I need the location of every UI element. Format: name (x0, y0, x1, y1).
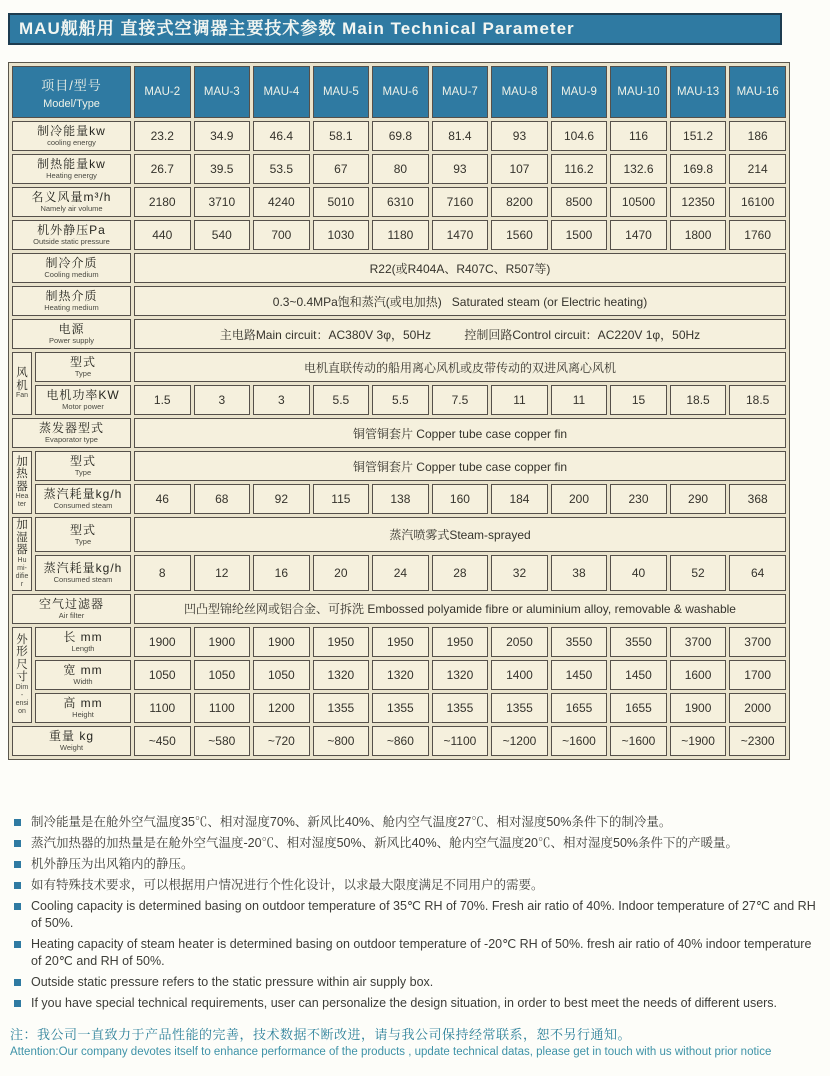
row-label-en: Length (71, 643, 95, 653)
note-text: 蒸汽加热器的加热量是在舱外空气温度-20℃、相对湿度50%、新风比40%、舱内空气温度20℃、相对湿度50%条件下的产暖量。 (31, 836, 739, 850)
cell-heating-medium-span: 0.3~0.4MPa饱和蒸汽(或电加热) Saturated steam (or Electric heating) (134, 286, 786, 316)
cell-humidifier-consumed-steam-mau-16: 64 (729, 555, 786, 590)
cell-heating-energy-mau-4: 53.5 (253, 154, 310, 184)
cell-static-pressure-mau-8: 1560 (491, 220, 548, 250)
cell-heater-consumed-steam-mau-3: 68 (194, 484, 251, 514)
cell-length-mau-16: 3700 (729, 627, 786, 657)
cell-height-mau-2: 1100 (134, 693, 191, 723)
note-item (14, 974, 820, 991)
cell-width-mau-5: 1320 (313, 660, 370, 690)
cell-height-mau-6: 1355 (372, 693, 429, 723)
row-label-zh: 宽 mm (63, 662, 103, 677)
table-row-weight (12, 726, 786, 756)
header-row (12, 66, 786, 118)
cell-static-pressure-mau-7: 1470 (432, 220, 489, 250)
table-row-evaporator-type (12, 418, 786, 448)
table-row-cooling-medium (12, 253, 786, 283)
note-item (14, 936, 820, 970)
cell-height-mau-10: 1655 (610, 693, 667, 723)
spec-table-body (12, 66, 786, 756)
cell-cooling-energy-mau-3: 34.9 (194, 121, 251, 151)
cell-heating-energy-mau-16: 214 (729, 154, 786, 184)
cell-fan-type-span: 电机直联传动的船用离心风机或皮带传动的双进风离心风机 (134, 352, 786, 382)
row-label-en: Type (74, 369, 92, 378)
row-label-power-supply (12, 319, 131, 349)
table-row-cooling-energy (12, 121, 786, 151)
cell-air-volume-mau-3: 3710 (194, 187, 251, 217)
row-label-zh: 制冷能量kw (37, 124, 106, 138)
cell-weight-mau-7: ~1100 (432, 726, 489, 756)
table-row-heating-energy (12, 154, 786, 184)
row-label-cooling-medium (12, 253, 131, 283)
header-model-mau-16: MAU-16 (729, 66, 786, 118)
cell-length-mau-9: 3550 (551, 627, 608, 657)
header-label-en: Model/Type (43, 97, 100, 110)
cell-humidifier-type-span: 蒸汽喷雾式Steam-sprayed (134, 517, 786, 552)
cell-cooling-energy-mau-5: 58.1 (313, 121, 370, 151)
cell-width-mau-4: 1050 (253, 660, 310, 690)
cell-fan-motor-power-mau-6: 5.5 (372, 385, 429, 415)
cell-weight-mau-2: ~450 (134, 726, 191, 756)
cell-air-volume-mau-2: 2180 (134, 187, 191, 217)
table-row-length (12, 627, 786, 657)
cell-height-mau-3: 1100 (194, 693, 251, 723)
row-label-heating-energy (12, 154, 131, 184)
table-row-humidifier-consumed-steam (12, 555, 786, 590)
cell-static-pressure-mau-5: 1030 (313, 220, 370, 250)
header-label-zh: 项目/型号 (41, 77, 102, 93)
row-label-heating-medium (12, 286, 131, 316)
row-label-zh: 型式 (69, 522, 96, 537)
cell-humidifier-consumed-steam-mau-4: 16 (253, 555, 310, 590)
row-label-zh: 制热介质 (45, 289, 98, 303)
row-label-en: cooling energy (47, 138, 96, 147)
note-bullet-icon (14, 1000, 21, 1007)
cell-air-volume-mau-9: 8500 (551, 187, 608, 217)
cell-width-mau-10: 1450 (610, 660, 667, 690)
table-row-humidifier-type (12, 517, 786, 552)
cell-air-volume-mau-16: 16100 (729, 187, 786, 217)
header-model-mau-13: MAU-13 (670, 66, 727, 118)
note-bullet-icon (14, 861, 21, 868)
cell-static-pressure-mau-4: 700 (253, 220, 310, 250)
cell-humidifier-consumed-steam-mau-5: 20 (313, 555, 370, 590)
header-model-mau-2: MAU-2 (134, 66, 191, 118)
note-text: Cooling capacity is determined basing on outdoor temperature of 35℃ RH of 70%. Fresh air ratio of 40%. Indoor temperature of 27℃ and RH of 50%. (31, 899, 816, 930)
cell-weight-mau-9: ~1600 (551, 726, 608, 756)
cell-length-mau-3: 1900 (194, 627, 251, 657)
group-label-zh: 外形尺寸 (16, 633, 28, 683)
note-item (14, 995, 820, 1012)
cell-heater-type-span: 铜管铜套片 Copper tube case copper fin (134, 451, 786, 481)
cell-humidifier-consumed-steam-mau-3: 12 (194, 555, 251, 590)
cell-cooling-energy-mau-10: 116 (610, 121, 667, 151)
row-label-en: Heating energy (46, 171, 97, 180)
cell-fan-motor-power-mau-16: 18.5 (729, 385, 786, 415)
cell-fan-motor-power-mau-7: 7.5 (432, 385, 489, 415)
note-item (14, 814, 820, 831)
row-label-humidifier-type (35, 517, 131, 552)
cell-fan-motor-power-mau-4: 3 (253, 385, 310, 415)
note-text: 机外静压为出风箱内的静压。 (31, 857, 194, 871)
cell-cooling-energy-mau-7: 81.4 (432, 121, 489, 151)
row-label-zh: 型式 (69, 355, 96, 369)
cell-evaporator-type-span: 铜管铜套片 Copper tube case copper fin (134, 418, 786, 448)
row-label-en: Type (74, 468, 92, 477)
note-text: 制冷能量是在舱外空气温度35℃、相对湿度70%、新风比40%、舱内空气温度27℃、相对湿度50%条件下的制冷量。 (31, 815, 672, 829)
note-bullet-icon (14, 840, 21, 847)
cell-fan-motor-power-mau-5: 5.5 (313, 385, 370, 415)
cell-heating-energy-mau-13: 169.8 (670, 154, 727, 184)
cell-heater-consumed-steam-mau-5: 115 (313, 484, 370, 514)
group-label-en: Fan (15, 392, 29, 399)
cell-height-mau-5: 1355 (313, 693, 370, 723)
note-bullet-icon (14, 941, 21, 948)
row-label-length (35, 627, 131, 657)
cell-fan-motor-power-mau-2: 1.5 (134, 385, 191, 415)
cell-fan-motor-power-mau-9: 11 (551, 385, 608, 415)
cell-static-pressure-mau-16: 1760 (729, 220, 786, 250)
header-model-mau-7: MAU-7 (432, 66, 489, 118)
cell-air-volume-mau-10: 10500 (610, 187, 667, 217)
cell-cooling-energy-mau-4: 46.4 (253, 121, 310, 151)
row-label-en: Heating medium (44, 303, 99, 312)
row-label-en: Air filter (58, 610, 85, 620)
cell-air-volume-mau-7: 7160 (432, 187, 489, 217)
header-model-mau-5: MAU-5 (313, 66, 370, 118)
cell-heater-consumed-steam-mau-13: 290 (670, 484, 727, 514)
table-row-heating-medium (12, 286, 786, 316)
note-text: Outside static pressure refers to the static pressure within air supply box. (31, 975, 434, 989)
attention-note-zh: 注：我公司一直致力于产品性能的完善，技术数据不断改进，请与我公司保持经常联系，恕不另行通知。 (10, 1027, 632, 1042)
row-label-en: Power supply (48, 336, 95, 345)
cell-length-mau-5: 1950 (313, 627, 370, 657)
note-text: Heating capacity of steam heater is determined basing on outdoor temperature of -20℃ RH of 50%. fresh air ratio of 40% indoor temperature of 20℃ and RH of 50%. (31, 937, 812, 968)
cell-weight-mau-8: ~1200 (491, 726, 548, 756)
cell-weight-mau-3: ~580 (194, 726, 251, 756)
row-label-width (35, 660, 131, 690)
row-label-heater-type (35, 451, 131, 481)
note-bullet-icon (14, 903, 21, 910)
cell-length-mau-6: 1950 (372, 627, 429, 657)
header-model-mau-3: MAU-3 (194, 66, 251, 118)
cell-static-pressure-mau-10: 1470 (610, 220, 667, 250)
cell-length-mau-4: 1900 (253, 627, 310, 657)
row-label-zh: 制热能量kw (37, 157, 106, 171)
row-label-en: Consumed steam (53, 574, 113, 584)
cell-length-mau-7: 1950 (432, 627, 489, 657)
row-label-en: Outside static pressure (33, 237, 110, 246)
cell-height-mau-9: 1655 (551, 693, 608, 723)
row-label-static-pressure (12, 220, 131, 250)
cell-humidifier-consumed-steam-mau-6: 24 (372, 555, 429, 590)
table-row-air-volume (12, 187, 786, 217)
group-label-en: Humi-difier (15, 556, 29, 588)
cell-air-volume-mau-13: 12350 (670, 187, 727, 217)
cell-width-mau-13: 1600 (670, 660, 727, 690)
cell-heater-consumed-steam-mau-9: 200 (551, 484, 608, 514)
cell-static-pressure-mau-9: 1500 (551, 220, 608, 250)
cell-heater-consumed-steam-mau-4: 92 (253, 484, 310, 514)
group-label-length (12, 627, 32, 723)
table-row-height (12, 693, 786, 723)
cell-width-mau-7: 1320 (432, 660, 489, 690)
cell-weight-mau-4: ~720 (253, 726, 310, 756)
group-label-zh: 加湿器 (16, 519, 28, 556)
row-label-en: Width (73, 676, 93, 686)
cell-weight-mau-13: ~1900 (670, 726, 727, 756)
cell-weight-mau-6: ~860 (372, 726, 429, 756)
row-label-en: Weight (59, 742, 84, 752)
cell-cooling-energy-mau-13: 151.2 (670, 121, 727, 151)
cell-power-supply-span: 主电路Main circuit：AC380V 3φ，50Hz 控制回路Control circuit：AC220V 1φ，50Hz (134, 319, 786, 349)
cell-weight-mau-10: ~1600 (610, 726, 667, 756)
cell-heater-consumed-steam-mau-6: 138 (372, 484, 429, 514)
cell-cooling-energy-mau-2: 23.2 (134, 121, 191, 151)
note-text: If you have special technical requirements, user can personalize the design situation, in order to best meet the needs of different users. (31, 996, 778, 1010)
row-label-air-volume (12, 187, 131, 217)
cell-width-mau-16: 1700 (729, 660, 786, 690)
cell-length-mau-8: 2050 (491, 627, 548, 657)
cell-heating-energy-mau-2: 26.7 (134, 154, 191, 184)
cell-fan-motor-power-mau-13: 18.5 (670, 385, 727, 415)
row-label-en: Type (74, 536, 92, 546)
cell-heating-energy-mau-7: 93 (432, 154, 489, 184)
note-bullet-icon (14, 819, 21, 826)
row-label-fan-motor-power (35, 385, 131, 415)
row-label-zh: 蒸发器型式 (38, 421, 104, 435)
cell-width-mau-9: 1450 (551, 660, 608, 690)
table-row-fan-motor-power (12, 385, 786, 415)
group-label-fan-type (12, 352, 32, 415)
cell-width-mau-2: 1050 (134, 660, 191, 690)
group-label-zh: 风机 (16, 367, 28, 392)
row-label-zh: 名义风量m³/h (31, 190, 112, 204)
cell-weight-mau-16: ~2300 (729, 726, 786, 756)
cell-height-mau-7: 1355 (432, 693, 489, 723)
header-model-mau-4: MAU-4 (253, 66, 310, 118)
note-item (14, 856, 820, 873)
cell-height-mau-16: 2000 (729, 693, 786, 723)
cell-air-volume-mau-5: 5010 (313, 187, 370, 217)
table-row-heater-type (12, 451, 786, 481)
row-label-height (35, 693, 131, 723)
cell-length-mau-13: 3700 (670, 627, 727, 657)
row-label-en: Evaporator type (45, 435, 98, 444)
table-row-heater-consumed-steam (12, 484, 786, 514)
cell-air-volume-mau-8: 8200 (491, 187, 548, 217)
row-label-en: Motor power (62, 402, 104, 411)
group-label-en: Dim-ension (15, 683, 29, 715)
note-text: 如有特殊技术要求，可以根据用户情况进行个性化设计，以求最大限度满足不同用户的需要。 (31, 878, 544, 892)
row-label-zh: 蒸汽耗量kg/h (43, 487, 123, 501)
header-model-mau-9: MAU-9 (551, 66, 608, 118)
row-label-zh: 空气过滤器 (38, 596, 104, 611)
row-label-air-filter (12, 594, 131, 624)
cell-heater-consumed-steam-mau-16: 368 (729, 484, 786, 514)
cell-static-pressure-mau-6: 1180 (372, 220, 429, 250)
cell-static-pressure-mau-13: 1800 (670, 220, 727, 250)
cell-heater-consumed-steam-mau-7: 160 (432, 484, 489, 514)
table-row-static-pressure (12, 220, 786, 250)
spec-table (8, 62, 790, 760)
row-label-zh: 电源 (58, 322, 85, 336)
cell-heating-energy-mau-5: 67 (313, 154, 370, 184)
cell-humidifier-consumed-steam-mau-2: 8 (134, 555, 191, 590)
cell-heater-consumed-steam-mau-8: 184 (491, 484, 548, 514)
note-item (14, 835, 820, 852)
row-label-humidifier-consumed-steam (35, 555, 131, 590)
cell-air-volume-mau-4: 4240 (253, 187, 310, 217)
note-bullet-icon (14, 979, 21, 986)
row-label-heater-consumed-steam (35, 484, 131, 514)
cell-width-mau-8: 1400 (491, 660, 548, 690)
cell-length-mau-2: 1900 (134, 627, 191, 657)
row-label-zh: 长 mm (63, 629, 103, 644)
row-label-en: Cooling medium (44, 270, 99, 279)
row-label-zh: 型式 (69, 454, 96, 468)
cell-heating-energy-mau-8: 107 (491, 154, 548, 184)
cell-humidifier-consumed-steam-mau-7: 28 (432, 555, 489, 590)
cell-fan-motor-power-mau-3: 3 (194, 385, 251, 415)
row-label-en: Consumed steam (53, 501, 113, 510)
header-model-type-cell (12, 66, 131, 118)
cell-width-mau-6: 1320 (372, 660, 429, 690)
row-label-zh: 蒸汽耗量kg/h (43, 560, 123, 575)
cell-heater-consumed-steam-mau-10: 230 (610, 484, 667, 514)
cell-cooling-medium-span: R22(或R404A、R407C、R507等) (134, 253, 786, 283)
cell-heating-energy-mau-10: 132.6 (610, 154, 667, 184)
cell-cooling-energy-mau-9: 104.6 (551, 121, 608, 151)
table-row-air-filter (12, 594, 786, 624)
row-label-evaporator-type (12, 418, 131, 448)
cell-air-filter-span: 凹凸型锦纶丝网或铝合金、可拆洗 Embossed polyamide fibre or aluminium alloy, removable & washable (134, 594, 786, 624)
group-label-en: Heater (15, 493, 29, 509)
cell-cooling-energy-mau-16: 186 (729, 121, 786, 151)
cell-height-mau-13: 1900 (670, 693, 727, 723)
row-label-zh: 制冷介质 (45, 256, 98, 270)
cell-heating-energy-mau-3: 39.5 (194, 154, 251, 184)
cell-fan-motor-power-mau-8: 11 (491, 385, 548, 415)
cell-cooling-energy-mau-8: 93 (491, 121, 548, 151)
row-label-zh: 机外静压Pa (37, 223, 106, 237)
header-model-mau-8: MAU-8 (491, 66, 548, 118)
cell-humidifier-consumed-steam-mau-13: 52 (670, 555, 727, 590)
cell-air-volume-mau-6: 6310 (372, 187, 429, 217)
cell-humidifier-consumed-steam-mau-9: 38 (551, 555, 608, 590)
row-label-zh: 重量 kg (48, 728, 94, 743)
page-title: MAU舰船用 直接式空调器主要技术参数 Main Technical Parameter (8, 13, 782, 45)
table-row-power-supply (12, 319, 786, 349)
cell-static-pressure-mau-2: 440 (134, 220, 191, 250)
cell-humidifier-consumed-steam-mau-8: 32 (491, 555, 548, 590)
attention-note (10, 1026, 822, 1060)
notes-list (14, 814, 820, 1016)
cell-heating-energy-mau-6: 80 (372, 154, 429, 184)
cell-height-mau-4: 1200 (253, 693, 310, 723)
table-row-fan-type (12, 352, 786, 382)
cell-fan-motor-power-mau-10: 15 (610, 385, 667, 415)
header-model-mau-6: MAU-6 (372, 66, 429, 118)
row-label-fan-type (35, 352, 131, 382)
cell-static-pressure-mau-3: 540 (194, 220, 251, 250)
cell-cooling-energy-mau-6: 69.8 (372, 121, 429, 151)
table-row-width (12, 660, 786, 690)
cell-length-mau-10: 3550 (610, 627, 667, 657)
note-bullet-icon (14, 882, 21, 889)
attention-note-en: Attention:Our company devotes itself to enhance performance of the products , update technical datas, please get in touch with us without prior notice (10, 1046, 772, 1058)
row-label-en: Namely air volume (40, 204, 103, 213)
cell-heater-consumed-steam-mau-2: 46 (134, 484, 191, 514)
group-label-humidifier-type (12, 517, 32, 591)
note-item (14, 877, 820, 894)
cell-heating-energy-mau-9: 116.2 (551, 154, 608, 184)
cell-humidifier-consumed-steam-mau-10: 40 (610, 555, 667, 590)
header-model-mau-10: MAU-10 (610, 66, 667, 118)
row-label-zh: 电机功率KW (46, 388, 120, 402)
row-label-cooling-energy (12, 121, 131, 151)
group-label-zh: 加热器 (16, 455, 28, 493)
row-label-zh: 高 mm (63, 695, 103, 710)
cell-weight-mau-5: ~800 (313, 726, 370, 756)
row-label-weight (12, 726, 131, 756)
cell-width-mau-3: 1050 (194, 660, 251, 690)
note-item (14, 898, 820, 932)
row-label-en: Height (72, 709, 94, 719)
cell-height-mau-8: 1355 (491, 693, 548, 723)
group-label-heater-type (12, 451, 32, 514)
